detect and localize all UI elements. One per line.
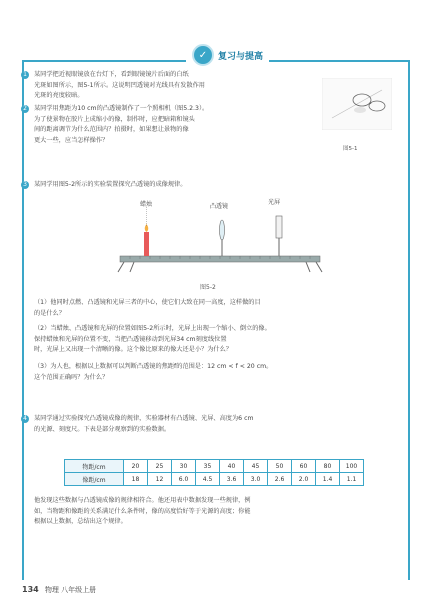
question-4-followup — [34, 496, 379, 528]
subquestion-line: 的是什么？ — [34, 309, 65, 317]
page-frame-left — [22, 60, 24, 580]
figure-2-caption: 图5-2 — [200, 284, 216, 291]
table-cell: 2.0 — [292, 473, 316, 486]
table-cell: 40 — [220, 460, 244, 473]
question-number: 1 — [21, 71, 29, 79]
subquestion-line: （2）当蜡烛、凸透镜和光屏的位置如图5-2所示时，光屏上出现一个缩小、倒立的像。 — [34, 325, 271, 332]
question-line: 某同学用焦距为10 cm的凸透镜制作了一个照相机（图5.2.3）。 — [34, 105, 209, 112]
table-row — [65, 473, 364, 486]
table-cell: 4.5 — [196, 473, 220, 486]
question-line: 更大一些，应当怎样操作？ — [34, 136, 109, 144]
question-1 — [23, 70, 319, 102]
subquestion-1 — [34, 298, 374, 319]
subquestion-line: （3）为人也，根据以上数据可以判断凸透镜的焦距f的范围是：12 cm < f < 20 cm。 — [34, 363, 273, 370]
data-table — [64, 459, 364, 486]
table-cell: 25 — [148, 460, 172, 473]
question-line: 某同学把近视眼镜放在台灯下，看到眼镜镜片后面的白纸 — [34, 71, 189, 78]
table-row-label: 像距/cm — [65, 473, 124, 486]
question-number: 2 — [21, 105, 29, 113]
table-cell: 3.0 — [244, 473, 268, 486]
question-3 — [23, 180, 334, 191]
page-number: 134 — [22, 585, 39, 594]
question-2 — [23, 104, 319, 146]
candle-label: 蜡烛 — [140, 201, 153, 208]
subquestion-3 — [34, 362, 374, 383]
table-cell: 2.6 — [268, 473, 292, 486]
followup-line: 如，当物距和像距的关系满足什么条件时，像的高度恰好等于光源的高度；你能 — [34, 507, 251, 515]
table-cell: 30 — [172, 460, 196, 473]
table-cell: 1.1 — [340, 473, 364, 486]
table-row-label: 物距/cm — [65, 460, 124, 473]
section-title: 复习与提高 — [218, 51, 264, 62]
lens-label: 凸透镜 — [210, 203, 229, 210]
subquestion-2 — [34, 324, 374, 356]
question-line: 光斑的亮度较暗。 — [34, 92, 84, 99]
subquestion-line: 这个范围正确吗？为什么？ — [34, 373, 109, 381]
table-cell: 12 — [148, 473, 172, 486]
question-line: 为了使景物在胶片上成缩小的像，制作时，应把暗箱和镜头 — [34, 115, 195, 123]
table-cell: 45 — [244, 460, 268, 473]
page-footer — [22, 585, 96, 595]
optical-bench-figure — [110, 196, 330, 276]
table-cell: 100 — [340, 460, 364, 473]
table-cell: 18 — [124, 473, 148, 486]
page-frame-right — [408, 60, 410, 580]
question-line: 间的距离调节为什么范围内？拍摄时，如果想让景物的像 — [34, 126, 189, 133]
subquestion-line: 时，光屏上又出现一个清晰的像。这个像比原来的像大还是小？为什么？ — [34, 346, 232, 353]
followup-line: 根据以上数据，总结出这个规律。 — [34, 518, 127, 525]
book-title: 物理 八年级上册 — [44, 586, 97, 594]
question-line: 光斑如图所示，图5-1所示。这说明凹透镜对光线具有发散作用 — [34, 81, 205, 89]
table-cell: 35 — [196, 460, 220, 473]
table-cell: 6.0 — [172, 473, 196, 486]
question-line: 的光源、刻度尺。下表是部分观察到的实验数据。 — [34, 425, 171, 433]
question-line: 某同学通过实验探究凸透镜成像的规律，实验器材有凸透镜、光屏、高度为6 cm — [34, 415, 254, 422]
table-cell: 1.4 — [316, 473, 340, 486]
table-cell: 3.6 — [220, 473, 244, 486]
followup-line: 他发现这些数据与凸透镜成像的规律相符合。他还用表中数据发现一些规律，例 — [34, 497, 251, 504]
table-cell: 20 — [124, 460, 148, 473]
book-icon: ✓ — [192, 44, 214, 66]
table-cell: 60 — [292, 460, 316, 473]
subquestion-line: （1）他同时点燃、凸透镜和光屏三者的中心，使它们大致在同一高度，这样做的目 — [34, 299, 261, 306]
screen-label: 光屏 — [268, 199, 281, 206]
table-row — [65, 460, 364, 473]
glasses-figure — [322, 78, 392, 130]
table-cell: 80 — [316, 460, 340, 473]
question-number: 3 — [21, 181, 29, 189]
subquestion-line: 保持蜡烛和光屏的位置不变，当把凸透镜移动到光屏34 cm刻度线位置 — [34, 335, 227, 343]
table-cell: 50 — [268, 460, 292, 473]
section-header — [186, 44, 269, 66]
question-4 — [23, 414, 379, 435]
figure-1-caption: 图5-1 — [343, 146, 358, 152]
question-line: 某同学用图5-2所示的实验装置探究凸透镜的成像规律。 — [34, 181, 187, 188]
question-number: 4 — [21, 415, 29, 423]
